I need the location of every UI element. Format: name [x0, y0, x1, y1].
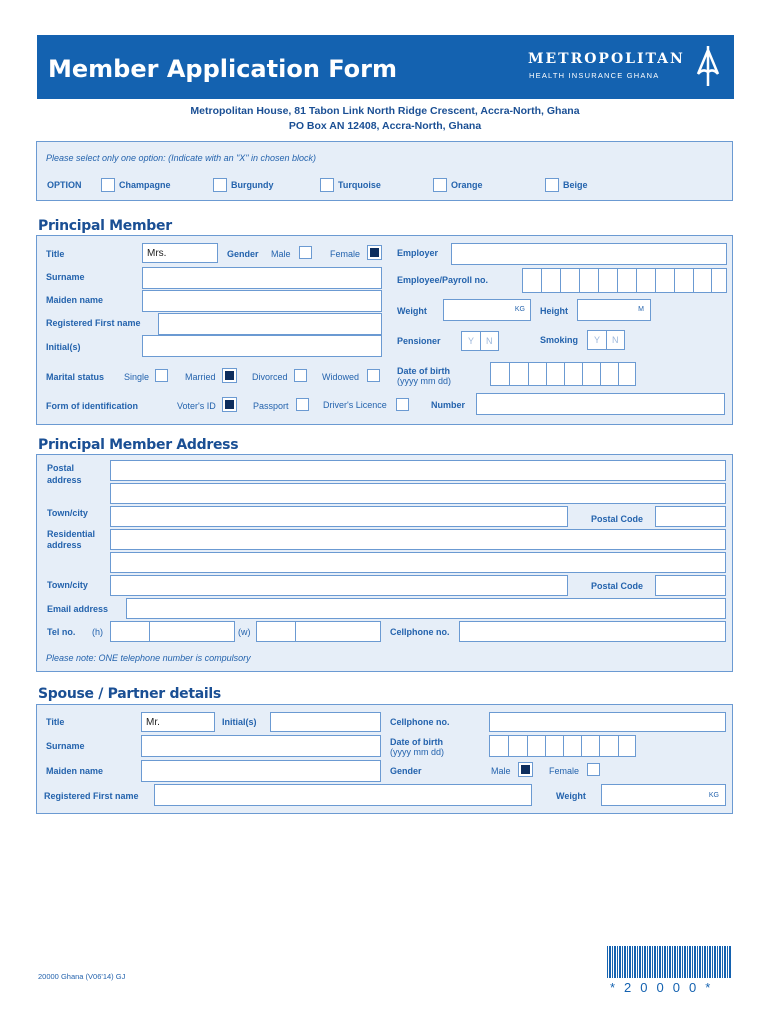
spouse-maiden-label: Maiden name — [46, 766, 104, 776]
residential-postal-code-label: Postal Code — [591, 581, 644, 591]
height-label: Height — [540, 306, 568, 316]
postal-town-label: Town/city — [47, 508, 88, 518]
option-beige-checkbox[interactable] — [545, 178, 559, 192]
tel-home-field[interactable] — [110, 621, 235, 642]
pensioner-label: Pensioner — [397, 336, 441, 346]
postal-address-line1[interactable] — [110, 460, 726, 481]
spouse-dob-field[interactable] — [489, 735, 636, 757]
height-unit: M — [638, 306, 644, 313]
spouse-heading: Spouse / Partner details — [38, 686, 221, 702]
logo-subtitle: HEALTH INSURANCE GHANA — [529, 71, 660, 80]
postal-town-field[interactable] — [110, 506, 568, 527]
company-address-line1: Metropolitan House, 81 Tabon Link North Ridge Crescent, Accra-North, Ghana — [190, 105, 580, 117]
logo-name: METROPOLITAN — [528, 51, 685, 67]
email-label: Email address — [47, 604, 109, 614]
spouse-surname-field[interactable] — [141, 735, 381, 757]
dob-format-label: (yyyy mm dd) — [397, 376, 451, 386]
spouse-surname-label: Surname — [46, 741, 85, 751]
postal-code-label: Postal Code — [591, 514, 644, 524]
pensioner-n: N — [486, 336, 493, 346]
residential-address-line1[interactable] — [110, 529, 726, 550]
tel-label: Tel no. — [47, 627, 76, 637]
dob-label: Date of birth — [397, 366, 450, 376]
marital-divorced-checkbox[interactable] — [294, 369, 307, 382]
marital-single-checkbox[interactable] — [155, 369, 168, 382]
spouse-cellphone-label: Cellphone no. — [390, 717, 450, 727]
spouse-weight-label: Weight — [556, 791, 586, 801]
marital-single-label: Single — [124, 372, 150, 382]
gender-female-label: Female — [330, 249, 361, 259]
page-title: Member Application Form — [48, 55, 398, 83]
id-number-label: Number — [431, 400, 466, 410]
pensioner-y: Y — [468, 336, 475, 346]
initials-label: Initial(s) — [46, 342, 81, 352]
spouse-male-checkbox[interactable] — [519, 763, 532, 776]
tel-work-label: (w) — [238, 627, 251, 637]
spouse-title-field[interactable] — [141, 712, 215, 732]
employer-label: Employer — [397, 248, 439, 258]
id-number-field[interactable] — [476, 393, 725, 415]
initials-field[interactable] — [142, 335, 382, 357]
company-address-line2: PO Box AN 12408, Accra-North, Ghana — [288, 120, 482, 132]
option-champagne-checkbox[interactable] — [101, 178, 115, 192]
residential-address-line2[interactable] — [110, 552, 726, 573]
email-field[interactable] — [126, 598, 726, 619]
weight-unit: KG — [514, 306, 525, 313]
smoking-n: N — [612, 335, 619, 345]
residential-town-field[interactable] — [110, 575, 568, 596]
postal-code-field[interactable] — [655, 506, 726, 527]
maiden-name-field[interactable] — [142, 290, 382, 312]
residential-postal-code-field[interactable] — [655, 575, 726, 596]
gender-female-checkbox[interactable] — [368, 246, 381, 259]
voter-id-checkbox[interactable] — [223, 398, 236, 411]
title-field[interactable] — [142, 243, 218, 263]
spouse-dob-format-label: (yyyy mm dd) — [390, 747, 444, 757]
principal-member-heading: Principal Member — [38, 218, 172, 234]
employer-field[interactable] — [451, 243, 727, 265]
address-cellphone-field[interactable] — [459, 621, 726, 642]
gender-male-checkbox[interactable] — [299, 246, 312, 259]
weight-field[interactable] — [443, 299, 531, 321]
drivers-licence-label: Driver's Licence — [323, 400, 387, 410]
spouse-initials-label: Initial(s) — [222, 717, 257, 727]
marital-married-checkbox[interactable] — [223, 369, 236, 382]
metropolitan-logo-icon — [694, 44, 722, 88]
marital-married-label: Married — [185, 372, 216, 382]
voter-id-label: Voter's ID — [177, 401, 216, 411]
option-instruction: Please select only one option: (Indicate with an "X" in chosen block) — [46, 153, 317, 163]
option-champagne-label: Champagne — [119, 180, 171, 190]
id-form-label: Form of identification — [46, 401, 138, 411]
option-orange-checkbox[interactable] — [433, 178, 447, 192]
first-name-label: Registered First name — [46, 318, 141, 328]
option-turquoise-label: Turquoise — [338, 180, 381, 190]
option-burgundy-checkbox[interactable] — [213, 178, 227, 192]
first-name-field[interactable] — [158, 313, 382, 335]
spouse-female-checkbox[interactable] — [587, 763, 600, 776]
smoking-yn-field[interactable] — [587, 330, 625, 350]
dob-field[interactable] — [490, 362, 636, 386]
telephone-note: Please note: ONE telephone number is compulsory — [46, 653, 251, 663]
spouse-title-value: Mr. — [146, 717, 160, 728]
pensioner-yn-field[interactable] — [461, 331, 499, 351]
surname-label: Surname — [46, 272, 85, 282]
smoking-label: Smoking — [540, 335, 579, 345]
spouse-weight-unit: KG — [708, 792, 719, 799]
postal-address-label: Postal — [47, 463, 75, 473]
spouse-female-label: Female — [549, 766, 580, 776]
option-orange-label: Orange — [451, 180, 483, 190]
address-cellphone-label: Cellphone no. — [390, 627, 450, 637]
height-field[interactable] — [577, 299, 651, 321]
title-label: Title — [46, 249, 65, 259]
residential-address-label: Residential — [47, 529, 96, 539]
address-heading: Principal Member Address — [38, 437, 239, 453]
form-code: 20000 Ghana (V06'14) GJ — [38, 972, 126, 981]
spouse-weight-field[interactable] — [601, 784, 726, 806]
smoking-y: Y — [594, 335, 601, 345]
passport-checkbox[interactable] — [296, 398, 309, 411]
tel-home-label: (h) — [92, 627, 103, 637]
barcode-text: *20000* — [610, 980, 720, 995]
option-beige-label: Beige — [563, 180, 588, 190]
postal-address-line2[interactable] — [110, 483, 726, 504]
postal-address-label-2: address — [47, 475, 82, 485]
spouse-cellphone-field[interactable] — [489, 712, 726, 732]
marital-divorced-label: Divorced — [252, 372, 288, 382]
payroll-label: Employee/Payroll no. — [397, 275, 489, 285]
spouse-maiden-field[interactable] — [141, 760, 381, 782]
spouse-title-label: Title — [46, 717, 65, 727]
passport-label: Passport — [253, 401, 289, 411]
marital-widowed-checkbox[interactable] — [367, 369, 380, 382]
spouse-initials-field[interactable] — [270, 712, 381, 732]
marital-status-label: Marital status — [46, 372, 105, 382]
option-label: OPTION — [47, 180, 82, 190]
spouse-gender-label: Gender — [390, 766, 422, 776]
payroll-number-field[interactable] — [522, 268, 727, 293]
maiden-name-label: Maiden name — [46, 295, 104, 305]
barcode — [607, 946, 731, 978]
drivers-licence-checkbox[interactable] — [396, 398, 409, 411]
weight-label: Weight — [397, 306, 427, 316]
surname-field[interactable] — [142, 267, 382, 289]
gender-label: Gender — [227, 249, 259, 259]
tel-work-field[interactable] — [256, 621, 381, 642]
gender-male-label: Male — [271, 249, 291, 259]
option-burgundy-label: Burgundy — [231, 180, 274, 190]
spouse-male-label: Male — [491, 766, 511, 776]
spouse-first-name-label: Registered First name — [44, 791, 139, 801]
residential-town-label: Town/city — [47, 580, 88, 590]
option-panel — [36, 141, 733, 201]
spouse-dob-label: Date of birth — [390, 737, 443, 747]
residential-address-label-2: address — [47, 540, 82, 550]
marital-widowed-label: Widowed — [322, 372, 360, 382]
spouse-first-name-field[interactable] — [154, 784, 532, 806]
title-value: Mrs. — [147, 248, 167, 259]
option-turquoise-checkbox[interactable] — [320, 178, 334, 192]
